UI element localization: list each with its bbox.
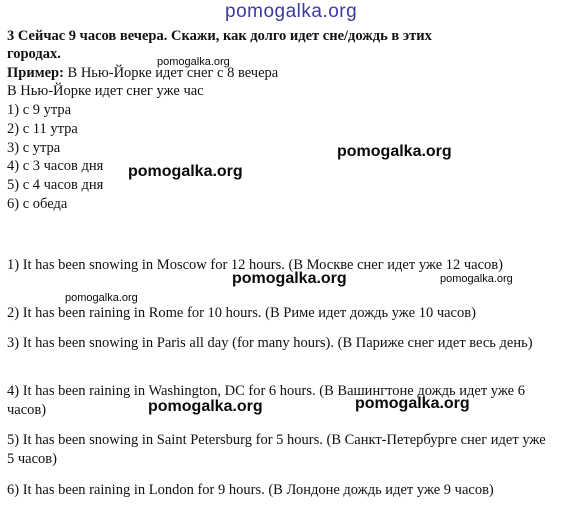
watermark-4: pomogalka.org — [148, 398, 263, 415]
watermark-2: pomogalka.org — [128, 163, 243, 180]
watermark-3: pomogalka.org — [232, 270, 347, 287]
watermark-small-1: pomogalka.org — [157, 56, 230, 68]
task-item: 5) с 4 часов дня — [7, 177, 104, 193]
example-text: В Нью-Йорке идет снег с 8 вечера — [63, 65, 279, 81]
answer-4: 4) It has been raining in Washington, DC for 6 hours. (В Вашингтоне дождь идет уже 6 часов) — [7, 383, 525, 418]
answer-5: 5) It has been snowing in Saint Petersburg for 5 hours. (В Санкт-Петербурге снег идет уже 5 часов) — [7, 432, 546, 467]
watermark-small-3: pomogalka.org — [65, 292, 138, 304]
example-line2: В Нью-Йорке идет снег уже час — [7, 83, 204, 99]
task-item: 2) с 11 утра — [7, 121, 78, 137]
watermark-5: pomogalka.org — [355, 395, 470, 412]
watermark-top: pomogalka.org — [225, 1, 358, 22]
answer-6: 6) It has been raining in London for 9 hours. (В Лондоне дождь идет уже 9 часов) — [7, 482, 494, 498]
answer-1: 1) It has been snowing in Moscow for 12 hours. (В Москве снег идет уже 12 часов) — [7, 257, 503, 273]
task-item: 4) с 3 часов дня — [7, 158, 104, 174]
example-line — [7, 64, 278, 82]
answer-2: 2) It has been raining in Rome for 10 hours. (В Риме идет дождь уже 10 часов) — [7, 305, 476, 321]
answer-3: 3) It has been snowing in Paris all day (for many hours). (В Париже снег идет весь день) — [7, 335, 533, 351]
task-item: 3) с утра — [7, 140, 61, 156]
task-item: 6) с обеда — [7, 196, 68, 212]
task-heading-line1: 3 Сейчас 9 часов вечера. Скажи, как долго идет сне/дождь в этих — [7, 28, 432, 44]
watermark-1: pomogalka.org — [337, 143, 452, 160]
task-heading-line2: городах. — [7, 46, 61, 62]
task-item: 1) с 9 утра — [7, 102, 72, 118]
watermark-small-2: pomogalka.org — [440, 273, 513, 285]
example-label: Пример: — [7, 65, 64, 81]
